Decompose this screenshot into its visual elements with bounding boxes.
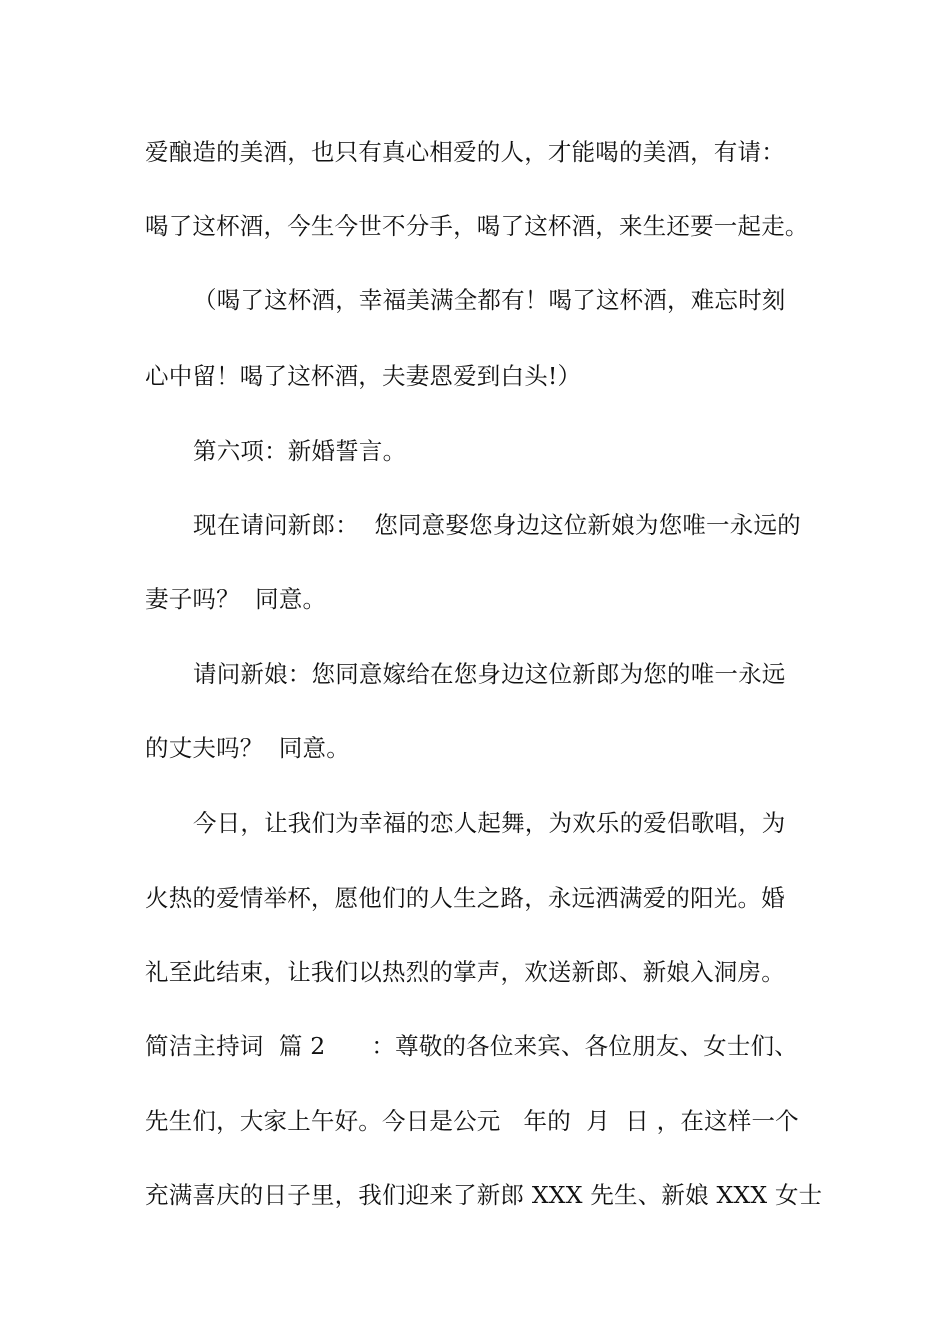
text-line: 妻子吗？ 同意。 [145, 585, 327, 613]
section-heading: 简洁主持词 篇 2 ：尊敬的各位来宾、各位朋友、女士们、 [145, 1032, 798, 1060]
section-heading: 第六项：新婚誓言。 [193, 437, 407, 465]
text-line: 喝了这杯酒，今生今世不分手，喝了这杯酒，来生还要一起走。 [145, 212, 809, 240]
text-line: 请问新娘：您同意嫁给在您身边这位新郎为您的唯一永远 [193, 660, 786, 688]
text-line: 充满喜庆的日子里，我们迎来了新郎 XXX 先生、新娘 XXX 女士 [145, 1181, 823, 1209]
text-line: 火热的爱情举杯，愿他们的人生之路，永远洒满爱的阳光。婚 [145, 884, 785, 912]
text-line: 先生们，大家上午好。今日是公元 年的 月 日 ，在这样一个 [145, 1107, 799, 1135]
text-line: 今日，让我们为幸福的恋人起舞，为欢乐的爱侣歌唱，为 [193, 809, 786, 837]
text-line: 的丈夫吗？ 同意。 [145, 734, 350, 762]
text-line: 现在请问新郎： 您同意娶您身边这位新娘为您唯一永远的 [193, 511, 801, 539]
text-line: 礼至此结束，让我们以热烈的掌声，欢送新郎、新娘入洞房。 [145, 958, 785, 986]
text-line: 爱酿造的美酒，也只有真心相爱的人，才能喝的美酒，有请： [145, 138, 785, 166]
text-line: 心中留！喝了这杯酒，夫妻恩爱到白头!） [145, 362, 582, 390]
text-line: （喝了这杯酒，幸福美满全都有！喝了这杯酒，难忘时刻 [193, 286, 786, 314]
